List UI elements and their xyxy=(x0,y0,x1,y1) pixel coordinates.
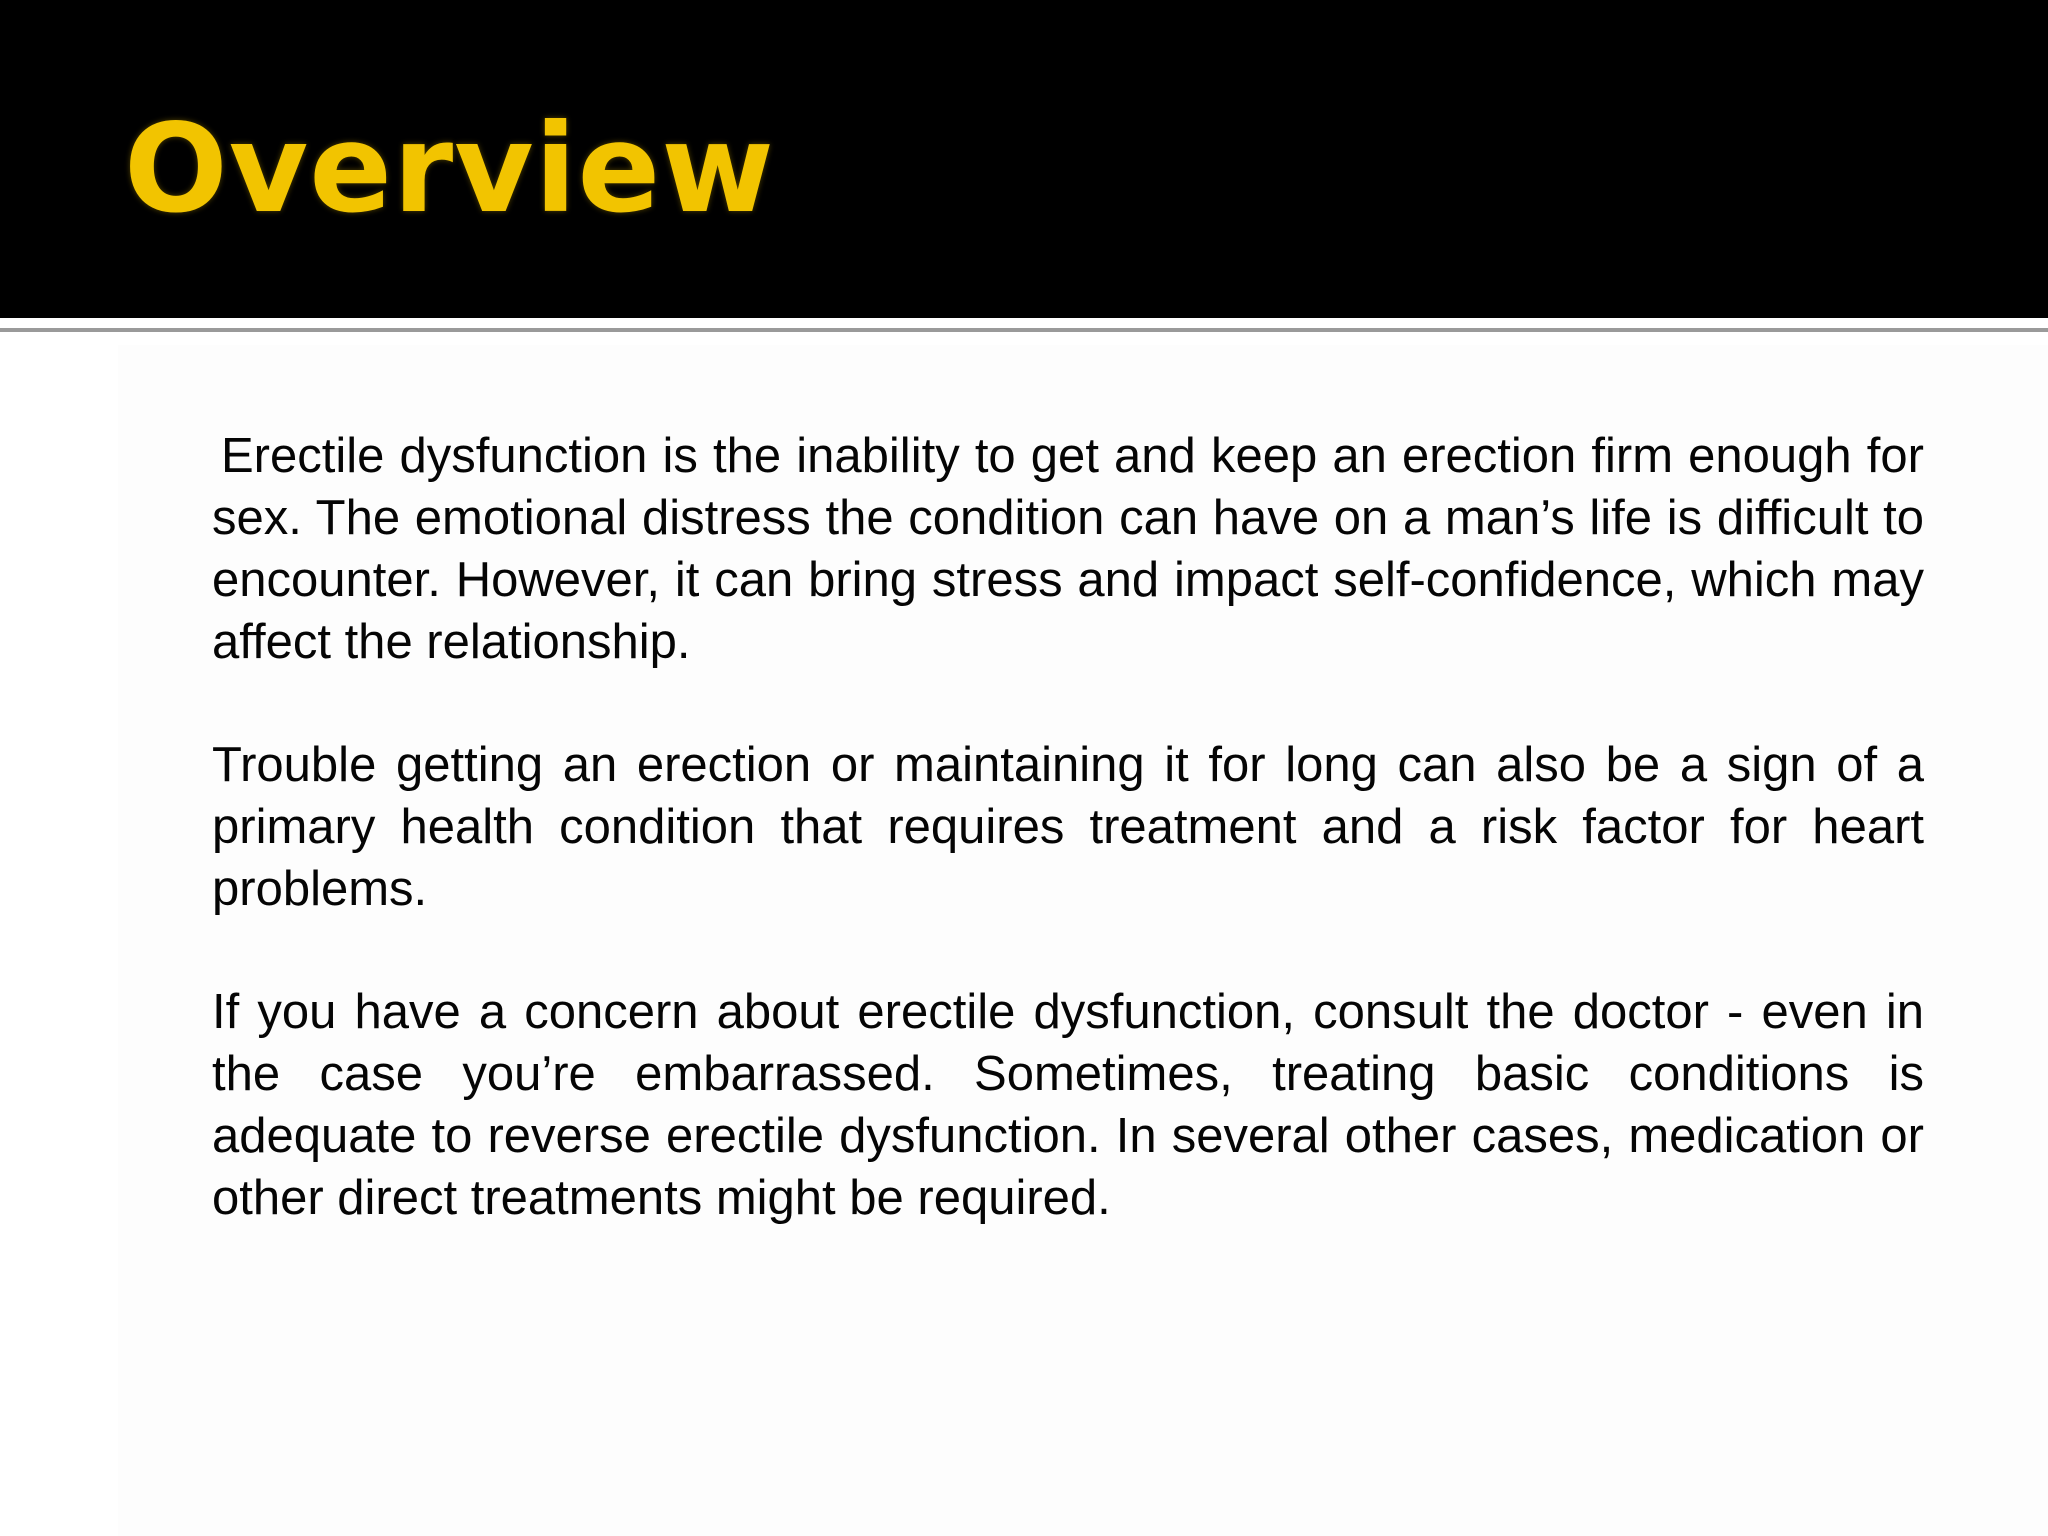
paragraph-consult-doctor: If you have a concern about erectile dysfunction, consult the doctor - even in the case you’re embarrassed. Sometimes, treating basic conditions is adequate to reverse erectile dysfunction. In several other cases, medication or other direct treatments might be required. xyxy=(212,985,1924,1225)
title-bar xyxy=(0,0,2048,318)
paragraph-definition: Erectile dysfunction is the inability to get and keep an erection firm enough for sex. The emotional distress the condition can have on a man’s life is difficult to encounter. However, it can bring stress and impact self-confidence, which may affect the relationship. xyxy=(212,429,1924,669)
title-divider xyxy=(0,328,2048,332)
slide-title: Overview xyxy=(124,98,775,240)
slide-body xyxy=(212,425,1924,1290)
paragraph-health-sign: Trouble getting an erection or maintaining it for long can also be a sign of a primary health condition that requires treatment and a risk factor for heart problems. xyxy=(212,738,1924,916)
